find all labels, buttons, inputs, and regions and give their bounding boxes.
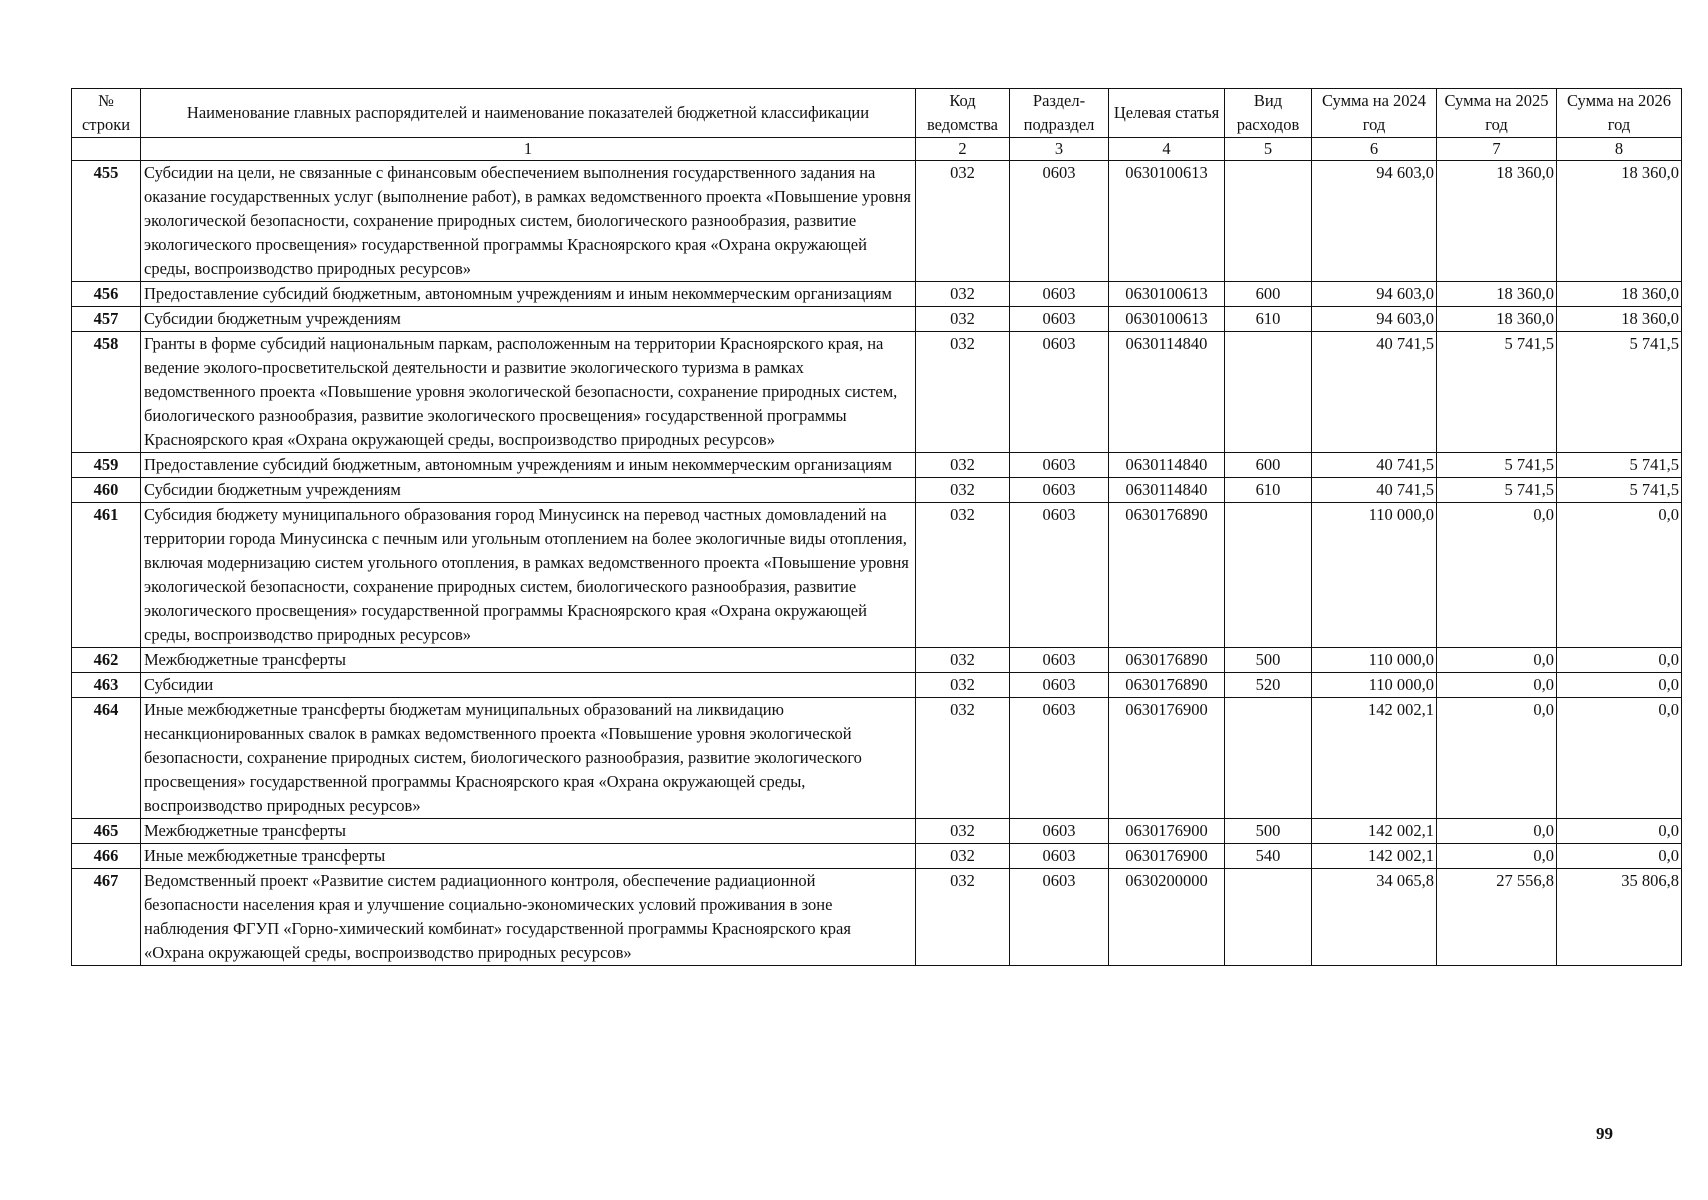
row-name: Ведомственный проект «Развитие систем радиационного контроля, обеспечение радиационной безопасности населения края и улучшение социально-экономических условий проживания в зоне наблюдения ФГУП «Горно-химический комбинат» государственной программы Красноярского края «Охрана окружающей среды, воспроизводство природных ресурсов» [141,869,916,966]
expense-type [1225,698,1312,819]
table-row [72,648,1682,673]
sum-2024: 40 741,5 [1312,332,1437,453]
sum-2024: 40 741,5 [1312,453,1437,478]
sum-2026: 18 360,0 [1557,282,1682,307]
col-header-expense-type: Вид расходов [1225,89,1312,138]
row-number: 455 [72,161,141,282]
expense-type [1225,869,1312,966]
target-article: 0630100613 [1109,282,1225,307]
target-article: 0630114840 [1109,453,1225,478]
sum-2025: 27 556,8 [1437,869,1557,966]
section-code: 0603 [1010,453,1109,478]
department-code: 032 [916,503,1010,648]
section-code: 0603 [1010,673,1109,698]
section-code: 0603 [1010,503,1109,648]
sum-2025: 18 360,0 [1437,161,1557,282]
target-article: 0630176890 [1109,503,1225,648]
sum-2024: 110 000,0 [1312,648,1437,673]
department-code: 032 [916,307,1010,332]
col-header-name: Наименование главных распорядителей и наименование показателей бюджетной классификации [141,89,916,138]
sum-2024: 40 741,5 [1312,478,1437,503]
row-name: Иные межбюджетные трансферты бюджетам муниципальных образований на ликвидацию несанкционированных свалок в рамках ведомственного проекта «Повышение уровня экологической безопасности, сохранение природных систем, биологического разнообразия, развитие экологического просвещения» государственной программы Красноярского края «Охрана окружающей среды, воспроизводство природных ресурсов» [141,698,916,819]
sum-2024: 110 000,0 [1312,503,1437,648]
header-row [72,89,1682,138]
expense-type: 600 [1225,453,1312,478]
budget-table [71,88,1682,966]
sum-2025: 0,0 [1437,819,1557,844]
department-code: 032 [916,648,1010,673]
section-code: 0603 [1010,332,1109,453]
table-row [72,161,1682,282]
col-index: 5 [1225,138,1312,161]
target-article: 0630114840 [1109,332,1225,453]
department-code: 032 [916,844,1010,869]
col-index: 8 [1557,138,1682,161]
section-code: 0603 [1010,161,1109,282]
sum-2025: 0,0 [1437,648,1557,673]
sum-2026: 0,0 [1557,844,1682,869]
target-article: 0630114840 [1109,478,1225,503]
expense-type: 600 [1225,282,1312,307]
sum-2025: 18 360,0 [1437,307,1557,332]
col-index: 2 [916,138,1010,161]
row-number: 460 [72,478,141,503]
department-code: 032 [916,453,1010,478]
row-name: Межбюджетные трансферты [141,648,916,673]
row-number: 457 [72,307,141,332]
department-code: 032 [916,332,1010,453]
row-name: Иные межбюджетные трансферты [141,844,916,869]
department-code: 032 [916,282,1010,307]
row-number: 462 [72,648,141,673]
row-name: Предоставление субсидий бюджетным, автономным учреждениям и иным некоммерческим организациям [141,282,916,307]
col-index: 3 [1010,138,1109,161]
expense-type: 500 [1225,819,1312,844]
expense-type [1225,332,1312,453]
sum-2026: 0,0 [1557,698,1682,819]
row-number: 459 [72,453,141,478]
col-header-row-number: № строки [72,89,141,138]
row-name: Предоставление субсидий бюджетным, автономным учреждениям и иным некоммерческим организациям [141,453,916,478]
sum-2025: 5 741,5 [1437,332,1557,453]
section-code: 0603 [1010,844,1109,869]
section-code: 0603 [1010,478,1109,503]
department-code: 032 [916,161,1010,282]
sum-2026: 18 360,0 [1557,307,1682,332]
sum-2025: 0,0 [1437,844,1557,869]
target-article: 0630100613 [1109,161,1225,282]
table-row [72,503,1682,648]
sum-2025: 5 741,5 [1437,478,1557,503]
sum-2026: 5 741,5 [1557,332,1682,453]
col-header-section: Раздел-подраздел [1010,89,1109,138]
col-index [72,138,141,161]
section-code: 0603 [1010,819,1109,844]
sum-2025: 18 360,0 [1437,282,1557,307]
expense-type: 610 [1225,307,1312,332]
section-code: 0603 [1010,648,1109,673]
table-row [72,332,1682,453]
row-number: 464 [72,698,141,819]
section-code: 0603 [1010,307,1109,332]
expense-type: 520 [1225,673,1312,698]
table-row [72,698,1682,819]
row-number: 465 [72,819,141,844]
col-header-sum-2026: Сумма на 2026 год [1557,89,1682,138]
sum-2025: 0,0 [1437,698,1557,819]
sum-2026: 5 741,5 [1557,478,1682,503]
sum-2026: 35 806,8 [1557,869,1682,966]
sum-2026: 0,0 [1557,819,1682,844]
col-header-sum-2024: Сумма на 2024 год [1312,89,1437,138]
sum-2025: 5 741,5 [1437,453,1557,478]
table-row [72,478,1682,503]
expense-type [1225,503,1312,648]
sum-2026: 0,0 [1557,673,1682,698]
row-name: Субсидии бюджетным учреждениям [141,307,916,332]
row-name: Субсидии [141,673,916,698]
column-index-row [72,138,1682,161]
department-code: 032 [916,819,1010,844]
sum-2024: 142 002,1 [1312,698,1437,819]
sum-2024: 142 002,1 [1312,819,1437,844]
expense-type [1225,161,1312,282]
row-name: Субсидии бюджетным учреждениям [141,478,916,503]
page-number: 99 [1596,1124,1613,1143]
expense-type: 500 [1225,648,1312,673]
table-row [72,819,1682,844]
row-number: 466 [72,844,141,869]
table-row [72,844,1682,869]
sum-2026: 5 741,5 [1557,453,1682,478]
sum-2026: 0,0 [1557,648,1682,673]
table-row [72,869,1682,966]
sum-2024: 94 603,0 [1312,307,1437,332]
table-row [72,282,1682,307]
target-article: 0630176890 [1109,673,1225,698]
row-name: Гранты в форме субсидий национальным паркам, расположенным на территории Красноярского края, на ведение эколого-просветительской деятельности и развитие экологического туризма в рамках ведомственного проекта «Повышение уровня экологической безопасности, сохранение природных систем, биологического разнообразия, развитие экологического просвещения» государственной программы Красноярского края «Охрана окружающей среды, воспроизводство природных ресурсов» [141,332,916,453]
col-index: 4 [1109,138,1225,161]
row-number: 461 [72,503,141,648]
row-name: Межбюджетные трансферты [141,819,916,844]
sum-2026: 0,0 [1557,503,1682,648]
section-code: 0603 [1010,282,1109,307]
expense-type: 540 [1225,844,1312,869]
department-code: 032 [916,869,1010,966]
row-number: 456 [72,282,141,307]
sum-2024: 142 002,1 [1312,844,1437,869]
table-row [72,673,1682,698]
row-number: 467 [72,869,141,966]
col-header-department-code: Код ведомства [916,89,1010,138]
col-header-target-article: Целевая статья [1109,89,1225,138]
department-code: 032 [916,478,1010,503]
target-article: 0630100613 [1109,307,1225,332]
sum-2024: 94 603,0 [1312,161,1437,282]
table-row [72,307,1682,332]
col-header-sum-2025: Сумма на 2025 год [1437,89,1557,138]
sum-2024: 110 000,0 [1312,673,1437,698]
department-code: 032 [916,698,1010,819]
section-code: 0603 [1010,869,1109,966]
row-name: Субсидия бюджету муниципального образования город Минусинск на перевод частных домовладений на территории города Минусинска с печным или угольным отоплением на более экологичные виды отопления, включая модернизацию систем угольного отопления, в рамках ведомственного проекта «Повышение уровня экологической безопасности, сохранение природных систем, биологического разнообразия, развитие экологического просвещения» государственной программы Красноярского края «Охрана окружающей среды, воспроизводство природных ресурсов» [141,503,916,648]
col-index: 6 [1312,138,1437,161]
sum-2024: 34 065,8 [1312,869,1437,966]
target-article: 0630200000 [1109,869,1225,966]
department-code: 032 [916,673,1010,698]
section-code: 0603 [1010,698,1109,819]
sum-2025: 0,0 [1437,503,1557,648]
table-row [72,453,1682,478]
sum-2026: 18 360,0 [1557,161,1682,282]
target-article: 0630176890 [1109,648,1225,673]
target-article: 0630176900 [1109,844,1225,869]
target-article: 0630176900 [1109,698,1225,819]
sum-2024: 94 603,0 [1312,282,1437,307]
row-name: Субсидии на цели, не связанные с финансовым обеспечением выполнения государственного задания на оказание государственных услуг (выполнение работ), в рамках ведомственного проекта «Повышение уровня экологической безопасности, сохранение природных систем, биологического разнообразия, развитие экологического просвещения» государственной программы Красноярского края «Охрана окружающей среды, воспроизводство природных ресурсов» [141,161,916,282]
col-index: 1 [141,138,916,161]
col-index: 7 [1437,138,1557,161]
row-number: 458 [72,332,141,453]
sum-2025: 0,0 [1437,673,1557,698]
row-number: 463 [72,673,141,698]
expense-type: 610 [1225,478,1312,503]
target-article: 0630176900 [1109,819,1225,844]
